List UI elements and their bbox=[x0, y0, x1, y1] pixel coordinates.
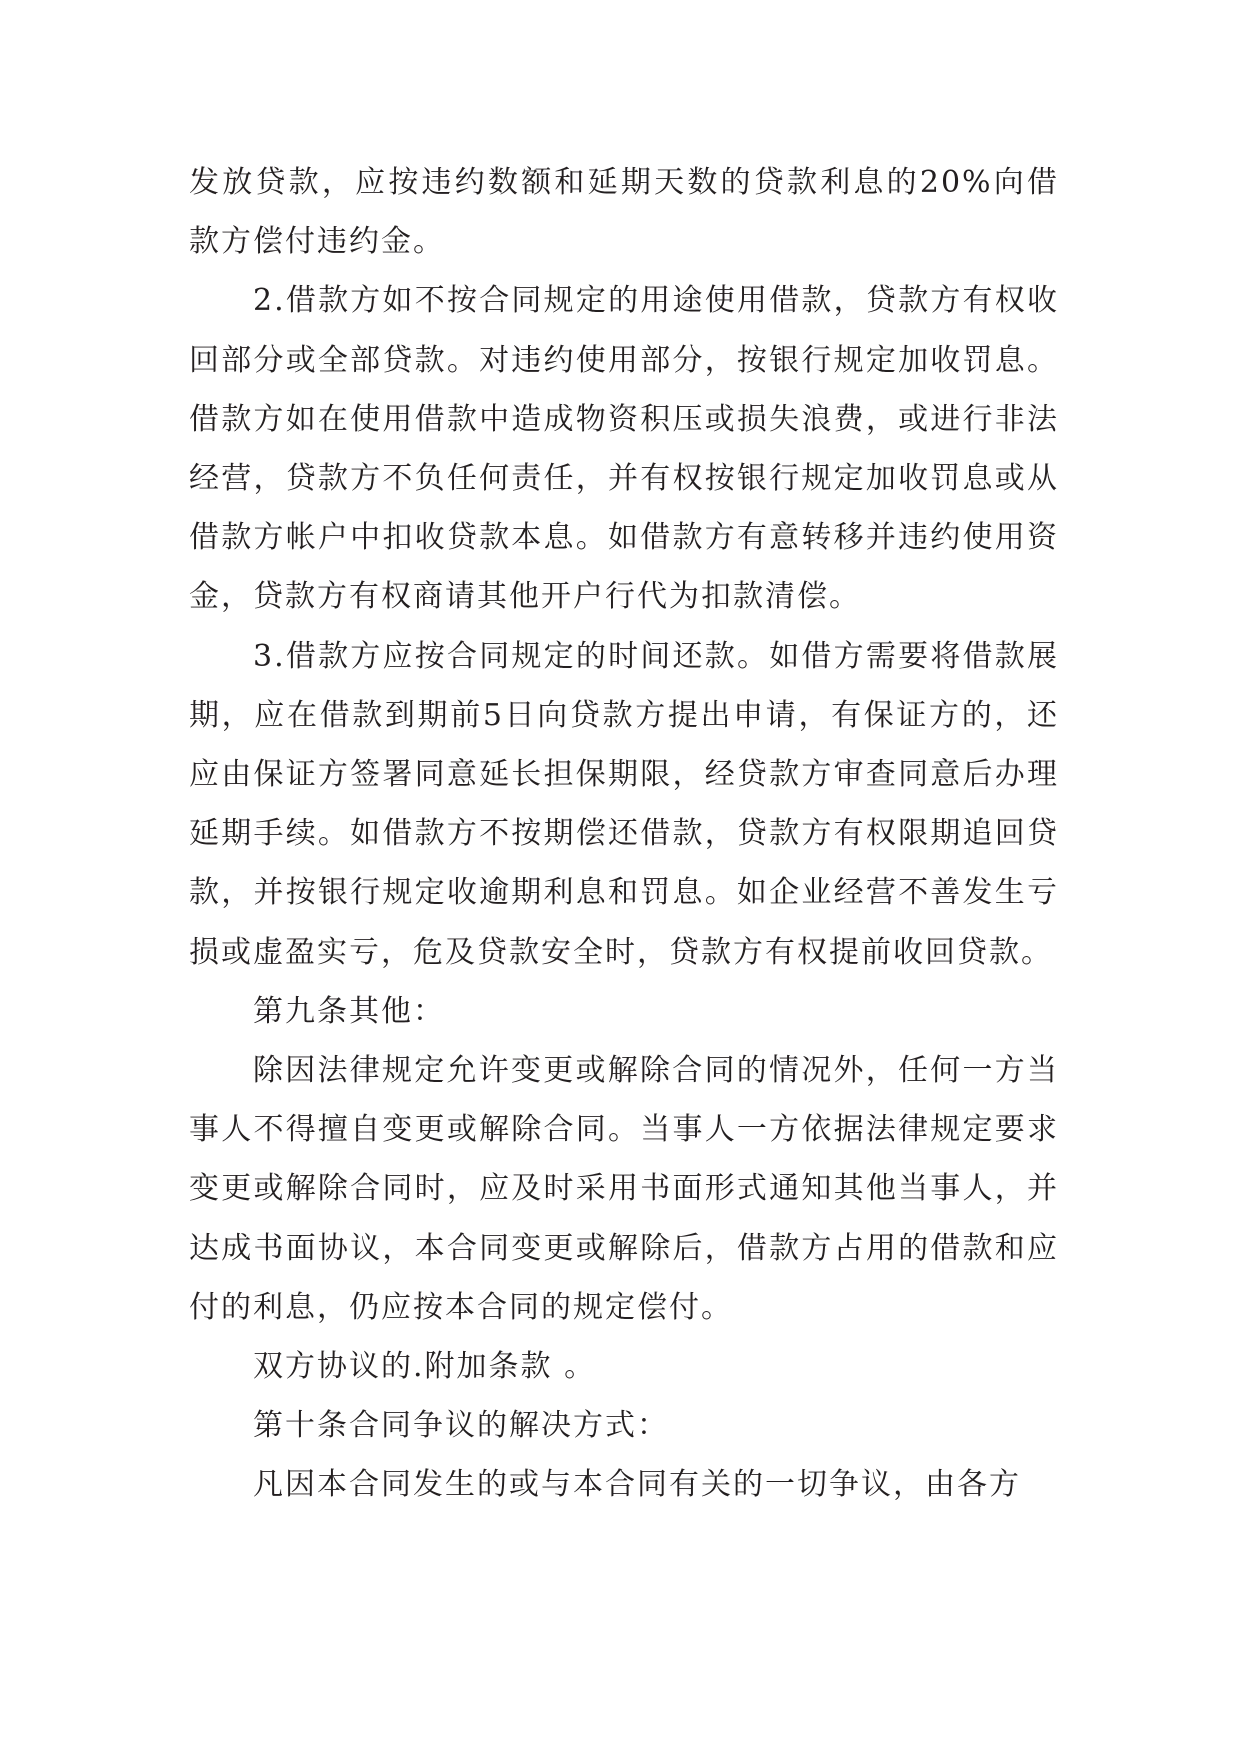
paragraph-clause-2-misuse: 2.借款方如不按合同规定的用途使用借款，贷款方有权收回部分或全部贷款。对违约使用部分，按银行规定加收罚息。借款方如在使用借款中造成物资积压或损失浪费，或进行非法经营，贷款方不负任何责任，并有权按银行规定加收罚息或从借款方帐户中扣收贷款本息。如借款方有意转移并违约使用资金，贷款方有权商请其他开户行代为扣款清偿。 bbox=[189, 283, 1059, 615]
paragraph-dispute: 凡因本合同发生的或与本合同有关的一切争议，由各方 bbox=[253, 1467, 1021, 1503]
paragraph-additional-terms: 双方协议的.附加条款 。 bbox=[253, 1349, 597, 1385]
paragraph-penalty-continuation: 发放贷款，应按违约数额和延期天数的贷款利息的20%向借款方偿付违约金。 bbox=[189, 165, 1059, 260]
paragraph-clause-3-repayment: 3.借款方应按合同规定的时间还款。如借方需要将借款展期，应在借款到期前5日向贷款方提出申请，有保证方的，还应由保证方签署同意延长担保期限，经贷款方审查同意后办理延期手续。如借款方不按期偿还借款，贷款方有权限期追回贷款，并按银行规定收逾期利息和罚息。如企业经营不善发生亏损或虚盈实亏，危及贷款安全时，贷款方有权提前收回贷款。 bbox=[189, 638, 1059, 970]
paragraph-modification: 除因法律规定允许变更或解除合同的情况外，任何一方当事人不得擅自变更或解除合同。当事人一方依据法律规定要求变更或解除合同时，应及时采用书面形式通知其他当事人，并达成书面协议，本合同变更或解除后，借款方占用的借款和应付的利息，仍应按本合同的规定偿付。 bbox=[189, 1053, 1059, 1325]
document-body bbox=[189, 153, 1059, 1515]
heading-article-9: 第九条其他： bbox=[253, 993, 445, 1029]
heading-article-10: 第十条合同争议的解决方式： bbox=[253, 1408, 669, 1444]
